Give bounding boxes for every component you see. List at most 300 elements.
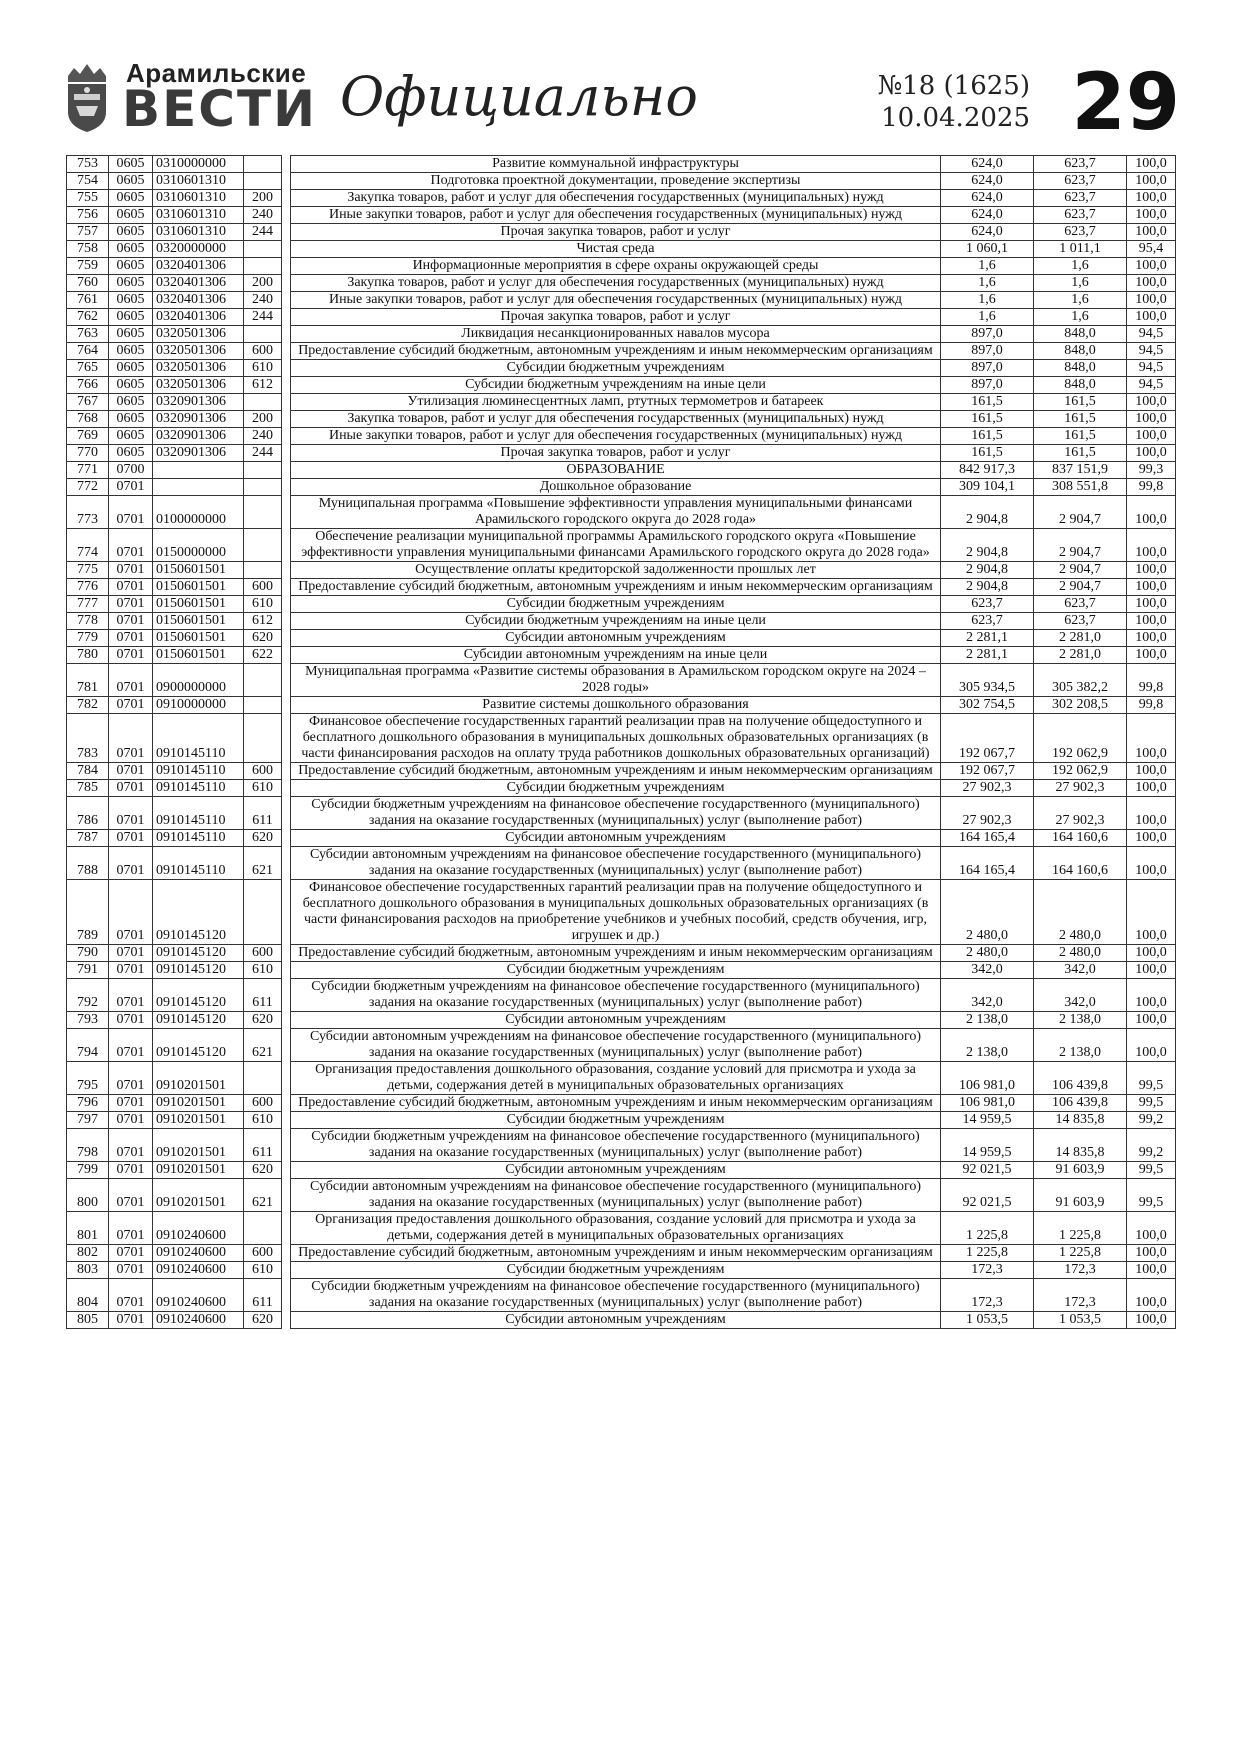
target-item-code: 0150601501 [153, 579, 244, 596]
actual-amount: 623,7 [1034, 596, 1127, 613]
page-header [0, 0, 1241, 155]
actual-amount: 1,6 [1034, 275, 1127, 292]
execution-percent: 100,0 [1127, 613, 1176, 630]
section-code: 0701 [109, 479, 153, 496]
item-name: Субсидии бюджетным учреждениям на финансовое обеспечение государственного (муниципального) задания на оказание государственных (муниципальных) услуг (выполнение работ) [291, 1279, 941, 1312]
target-item-code: 0320401306 [153, 292, 244, 309]
planned-amount: 302 754,5 [941, 697, 1034, 714]
execution-percent: 100,0 [1127, 309, 1176, 326]
planned-amount: 624,0 [941, 207, 1034, 224]
table-row [67, 343, 1176, 360]
section-code: 0605 [109, 445, 153, 462]
actual-amount: 161,5 [1034, 411, 1127, 428]
expense-type-code: 620 [244, 1012, 282, 1029]
section-code: 0605 [109, 292, 153, 309]
expense-type-code [244, 462, 282, 479]
actual-amount: 27 902,3 [1034, 797, 1127, 830]
target-item-code: 0910145120 [153, 945, 244, 962]
target-item-code: 0910201501 [153, 1162, 244, 1179]
expense-type-code: 600 [244, 579, 282, 596]
row-number: 780 [67, 647, 109, 664]
actual-amount: 1 225,8 [1034, 1212, 1127, 1245]
execution-percent: 100,0 [1127, 1312, 1176, 1329]
planned-amount: 897,0 [941, 343, 1034, 360]
column-gap [282, 714, 291, 763]
section-code: 0701 [109, 529, 153, 562]
execution-percent: 100,0 [1127, 847, 1176, 880]
item-name: Субсидии автономным учреждениям [291, 1162, 941, 1179]
item-name: Закупка товаров, работ и услуг для обеспечения государственных (муниципальных) нужд [291, 190, 941, 207]
row-number: 784 [67, 763, 109, 780]
section-code: 0701 [109, 1212, 153, 1245]
expense-type-code [244, 258, 282, 275]
column-gap [282, 763, 291, 780]
expense-type-code [244, 880, 282, 945]
issue-number: №18 (1625) [877, 71, 1030, 101]
item-name: Подготовка проектной документации, проведение экспертизы [291, 173, 941, 190]
actual-amount: 623,7 [1034, 190, 1127, 207]
planned-amount: 172,3 [941, 1262, 1034, 1279]
target-item-code [153, 462, 244, 479]
actual-amount: 848,0 [1034, 377, 1127, 394]
table-row [67, 224, 1176, 241]
section-code: 0701 [109, 1129, 153, 1162]
column-gap [282, 479, 291, 496]
actual-amount: 1 053,5 [1034, 1312, 1127, 1329]
execution-percent: 100,0 [1127, 1262, 1176, 1279]
execution-percent: 100,0 [1127, 647, 1176, 664]
expense-type-code: 244 [244, 224, 282, 241]
item-name: Иные закупки товаров, работ и услуг для обеспечения государственных (муниципальных) нужд [291, 292, 941, 309]
target-item-code: 0310601310 [153, 207, 244, 224]
actual-amount: 1,6 [1034, 309, 1127, 326]
table-row [67, 1245, 1176, 1262]
actual-amount: 848,0 [1034, 360, 1127, 377]
execution-percent: 100,0 [1127, 714, 1176, 763]
planned-amount: 897,0 [941, 326, 1034, 343]
planned-amount: 192 067,7 [941, 763, 1034, 780]
item-name: Предоставление субсидий бюджетным, автономным учреждениям и иным некоммерческим организациям [291, 343, 941, 360]
execution-percent: 100,0 [1127, 763, 1176, 780]
row-number: 772 [67, 479, 109, 496]
target-item-code: 0910145110 [153, 763, 244, 780]
planned-amount: 164 165,4 [941, 830, 1034, 847]
target-item-code: 0910240600 [153, 1279, 244, 1312]
target-item-code: 0150000000 [153, 529, 244, 562]
item-name: Предоставление субсидий бюджетным, автономным учреждениям и иным некоммерческим организациям [291, 945, 941, 962]
execution-percent: 100,0 [1127, 156, 1176, 173]
table-row [67, 579, 1176, 596]
planned-amount: 624,0 [941, 224, 1034, 241]
execution-percent: 100,0 [1127, 411, 1176, 428]
item-name: ОБРАЗОВАНИЕ [291, 462, 941, 479]
table-row [67, 1129, 1176, 1162]
item-name: Субсидии автономным учреждениям [291, 1012, 941, 1029]
actual-amount: 27 902,3 [1034, 780, 1127, 797]
expense-type-code [244, 562, 282, 579]
page-number: 29 [1071, 58, 1180, 148]
execution-percent: 99,8 [1127, 697, 1176, 714]
column-gap [282, 847, 291, 880]
expense-type-code: 240 [244, 207, 282, 224]
table-row [67, 1112, 1176, 1129]
target-item-code: 0910145110 [153, 830, 244, 847]
execution-percent: 100,0 [1127, 496, 1176, 529]
execution-percent: 100,0 [1127, 979, 1176, 1012]
execution-percent: 100,0 [1127, 190, 1176, 207]
column-gap [282, 241, 291, 258]
planned-amount: 2 480,0 [941, 945, 1034, 962]
item-name: Финансовое обеспечение государственных гарантий реализации прав на получение общедоступного и бесплатного дошкольного образования в муниципальных дошкольных образовательных организациях (в части финансирования расходов на приобретение учебников и учебных пособий, средств обучения, игр, игрушек и др.) [291, 880, 941, 945]
planned-amount: 161,5 [941, 428, 1034, 445]
expense-type-code: 244 [244, 309, 282, 326]
table-row [67, 1162, 1176, 1179]
row-number: 760 [67, 275, 109, 292]
newspaper-logo [64, 58, 317, 138]
execution-percent: 100,0 [1127, 529, 1176, 562]
expense-type-code: 612 [244, 377, 282, 394]
table-row [67, 613, 1176, 630]
expense-type-code: 610 [244, 962, 282, 979]
execution-percent: 99,2 [1127, 1112, 1176, 1129]
table-row [67, 830, 1176, 847]
item-name: Субсидии автономным учреждениям [291, 830, 941, 847]
execution-percent: 100,0 [1127, 224, 1176, 241]
table-row [67, 1312, 1176, 1329]
execution-percent: 100,0 [1127, 445, 1176, 462]
row-number: 800 [67, 1179, 109, 1212]
row-number: 773 [67, 496, 109, 529]
table-row [67, 377, 1176, 394]
target-item-code: 0150601501 [153, 647, 244, 664]
planned-amount: 27 902,3 [941, 797, 1034, 830]
section-code: 0605 [109, 224, 153, 241]
actual-amount: 2 281,0 [1034, 630, 1127, 647]
column-gap [282, 1179, 291, 1212]
row-number: 771 [67, 462, 109, 479]
section-code: 0605 [109, 241, 153, 258]
expense-type-code: 610 [244, 1262, 282, 1279]
row-number: 799 [67, 1162, 109, 1179]
row-number: 792 [67, 979, 109, 1012]
execution-percent: 99,2 [1127, 1129, 1176, 1162]
actual-amount: 161,5 [1034, 428, 1127, 445]
row-number: 791 [67, 962, 109, 979]
target-item-code: 0910240600 [153, 1262, 244, 1279]
planned-amount: 2 281,1 [941, 630, 1034, 647]
table-row [67, 462, 1176, 479]
execution-percent: 99,5 [1127, 1162, 1176, 1179]
column-gap [282, 1062, 291, 1095]
planned-amount: 2 138,0 [941, 1029, 1034, 1062]
section-code: 0701 [109, 596, 153, 613]
table-row [67, 1179, 1176, 1212]
section-code: 0605 [109, 326, 153, 343]
row-number: 779 [67, 630, 109, 647]
actual-amount: 164 160,6 [1034, 847, 1127, 880]
table-row [67, 1012, 1176, 1029]
budget-table-body [67, 156, 1176, 1329]
actual-amount: 2 904,7 [1034, 496, 1127, 529]
item-name: Прочая закупка товаров, работ и услуг [291, 224, 941, 241]
column-gap [282, 156, 291, 173]
actual-amount: 2 480,0 [1034, 945, 1127, 962]
item-name: Субсидии бюджетным учреждениям на финансовое обеспечение государственного (муниципального) задания на оказание государственных (муниципальных) услуг (выполнение работ) [291, 979, 941, 1012]
execution-percent: 95,4 [1127, 241, 1176, 258]
section-code: 0605 [109, 428, 153, 445]
target-item-code: 0320901306 [153, 428, 244, 445]
column-gap [282, 1279, 291, 1312]
target-item-code: 0910145110 [153, 780, 244, 797]
execution-percent: 100,0 [1127, 880, 1176, 945]
column-gap [282, 207, 291, 224]
column-gap [282, 292, 291, 309]
section-code: 0605 [109, 411, 153, 428]
row-number: 801 [67, 1212, 109, 1245]
section-code: 0605 [109, 360, 153, 377]
column-gap [282, 309, 291, 326]
row-number: 774 [67, 529, 109, 562]
actual-amount: 192 062,9 [1034, 714, 1127, 763]
target-item-code: 0150601501 [153, 562, 244, 579]
row-number: 782 [67, 697, 109, 714]
table-row [67, 1262, 1176, 1279]
expense-type-code: 621 [244, 1029, 282, 1062]
section-code: 0605 [109, 156, 153, 173]
execution-percent: 100,0 [1127, 1012, 1176, 1029]
column-gap [282, 411, 291, 428]
column-gap [282, 797, 291, 830]
target-item-code: 0910145110 [153, 847, 244, 880]
execution-percent: 94,5 [1127, 343, 1176, 360]
section-code: 0701 [109, 763, 153, 780]
table-row [67, 1212, 1176, 1245]
row-number: 787 [67, 830, 109, 847]
column-gap [282, 596, 291, 613]
city-crest-icon [64, 60, 110, 134]
target-item-code: 0320901306 [153, 411, 244, 428]
table-row [67, 292, 1176, 309]
column-gap [282, 780, 291, 797]
section-code: 0605 [109, 343, 153, 360]
expense-type-code: 200 [244, 190, 282, 207]
item-name: Предоставление субсидий бюджетным, автономным учреждениям и иным некоммерческим организациям [291, 763, 941, 780]
expense-type-code [244, 496, 282, 529]
target-item-code: 0150601501 [153, 630, 244, 647]
table-row [67, 275, 1176, 292]
execution-percent: 100,0 [1127, 797, 1176, 830]
target-item-code: 0910201501 [153, 1112, 244, 1129]
actual-amount: 14 835,8 [1034, 1112, 1127, 1129]
item-name: Предоставление субсидий бюджетным, автономным учреждениям и иным некоммерческим организациям [291, 579, 941, 596]
actual-amount: 106 439,8 [1034, 1095, 1127, 1112]
section-code: 0701 [109, 962, 153, 979]
expense-type-code: 620 [244, 1162, 282, 1179]
actual-amount: 2 904,7 [1034, 529, 1127, 562]
expense-type-code [244, 714, 282, 763]
actual-amount: 2 138,0 [1034, 1012, 1127, 1029]
row-number: 755 [67, 190, 109, 207]
table-row [67, 411, 1176, 428]
actual-amount: 2 281,0 [1034, 647, 1127, 664]
section-code: 0605 [109, 309, 153, 326]
expense-type-code: 610 [244, 780, 282, 797]
actual-amount: 14 835,8 [1034, 1129, 1127, 1162]
actual-amount: 2 904,7 [1034, 562, 1127, 579]
expense-type-code: 610 [244, 360, 282, 377]
section-code: 0701 [109, 613, 153, 630]
item-name: Утилизация люминесцентных ламп, ртутных термометров и батареек [291, 394, 941, 411]
section-code: 0701 [109, 1312, 153, 1329]
execution-percent: 100,0 [1127, 596, 1176, 613]
actual-amount: 106 439,8 [1034, 1062, 1127, 1095]
table-row [67, 797, 1176, 830]
actual-amount: 91 603,9 [1034, 1162, 1127, 1179]
item-name: Муниципальная программа «Повышение эффективности управления муниципальными финансами Арамильского городского округа до 2028 года» [291, 496, 941, 529]
column-gap [282, 630, 291, 647]
item-name: Субсидии бюджетным учреждениям [291, 596, 941, 613]
item-name: Субсидии бюджетным учреждениям на иные цели [291, 377, 941, 394]
column-gap [282, 343, 291, 360]
row-number: 761 [67, 292, 109, 309]
planned-amount: 14 959,5 [941, 1112, 1034, 1129]
actual-amount: 837 151,9 [1034, 462, 1127, 479]
table-row [67, 945, 1176, 962]
actual-amount: 2 904,7 [1034, 579, 1127, 596]
expense-type-code [244, 664, 282, 697]
item-name: Субсидии бюджетным учреждениям на финансовое обеспечение государственного (муниципального) задания на оказание государственных (муниципальных) услуг (выполнение работ) [291, 1129, 941, 1162]
section-code: 0701 [109, 797, 153, 830]
expense-type-code: 600 [244, 1245, 282, 1262]
planned-amount: 2 281,1 [941, 647, 1034, 664]
brand-top: Арамильские [126, 58, 307, 88]
target-item-code: 0320501306 [153, 343, 244, 360]
section-code: 0701 [109, 1012, 153, 1029]
expense-type-code: 611 [244, 979, 282, 1012]
table-row [67, 1062, 1176, 1095]
issue-info [870, 70, 1030, 134]
planned-amount: 2 480,0 [941, 880, 1034, 945]
column-gap [282, 275, 291, 292]
expense-type-code: 240 [244, 428, 282, 445]
section-code: 0701 [109, 830, 153, 847]
expense-type-code: 620 [244, 630, 282, 647]
actual-amount: 342,0 [1034, 962, 1127, 979]
expense-type-code: 200 [244, 411, 282, 428]
section-code: 0701 [109, 780, 153, 797]
item-name: Дошкольное образование [291, 479, 941, 496]
item-name: Иные закупки товаров, работ и услуг для обеспечения государственных (муниципальных) нужд [291, 207, 941, 224]
execution-percent: 100,0 [1127, 630, 1176, 647]
item-name: Закупка товаров, работ и услуг для обеспечения государственных (муниципальных) нужд [291, 411, 941, 428]
planned-amount: 897,0 [941, 360, 1034, 377]
section-code: 0701 [109, 1062, 153, 1095]
target-item-code: 0310601310 [153, 173, 244, 190]
actual-amount: 305 382,2 [1034, 664, 1127, 697]
column-gap [282, 360, 291, 377]
table-row [67, 714, 1176, 763]
section-code: 0701 [109, 579, 153, 596]
item-name: Субсидии автономным учреждениям [291, 630, 941, 647]
table-row [67, 1095, 1176, 1112]
row-number: 790 [67, 945, 109, 962]
planned-amount: 2 904,8 [941, 496, 1034, 529]
item-name: Предоставление субсидий бюджетным, автономным учреждениям и иным некоммерческим организациям [291, 1095, 941, 1112]
item-name: Предоставление субсидий бюджетным, автономным учреждениям и иным некоммерческим организациям [291, 1245, 941, 1262]
expense-type-code: 612 [244, 613, 282, 630]
section-title: Официально [340, 65, 698, 128]
target-item-code: 0910145120 [153, 1029, 244, 1062]
budget-table [66, 155, 1176, 1329]
row-number: 786 [67, 797, 109, 830]
section-code: 0700 [109, 462, 153, 479]
column-gap [282, 1012, 291, 1029]
row-number: 759 [67, 258, 109, 275]
table-row [67, 647, 1176, 664]
planned-amount: 161,5 [941, 411, 1034, 428]
column-gap [282, 647, 291, 664]
row-number: 769 [67, 428, 109, 445]
section-code: 0701 [109, 945, 153, 962]
column-gap [282, 258, 291, 275]
row-number: 777 [67, 596, 109, 613]
column-gap [282, 173, 291, 190]
column-gap [282, 428, 291, 445]
section-code: 0701 [109, 1029, 153, 1062]
table-row [67, 962, 1176, 979]
section-code: 0605 [109, 190, 153, 207]
section-code: 0701 [109, 1162, 153, 1179]
planned-amount: 2 904,8 [941, 529, 1034, 562]
target-item-code: 0320401306 [153, 258, 244, 275]
expense-type-code: 200 [244, 275, 282, 292]
execution-percent: 100,0 [1127, 1212, 1176, 1245]
item-name: Субсидии автономным учреждениям на финансовое обеспечение государственного (муниципального) задания на оказание государственных (муниципальных) услуг (выполнение работ) [291, 847, 941, 880]
row-number: 798 [67, 1129, 109, 1162]
target-item-code: 0320000000 [153, 241, 244, 258]
row-number: 776 [67, 579, 109, 596]
execution-percent: 100,0 [1127, 1245, 1176, 1262]
row-number: 763 [67, 326, 109, 343]
expense-type-code: 621 [244, 847, 282, 880]
column-gap [282, 579, 291, 596]
section-code: 0701 [109, 714, 153, 763]
execution-percent: 99,5 [1127, 1062, 1176, 1095]
table-row [67, 479, 1176, 496]
planned-amount: 1 225,8 [941, 1212, 1034, 1245]
table-row [67, 780, 1176, 797]
column-gap [282, 880, 291, 945]
planned-amount: 172,3 [941, 1279, 1034, 1312]
expense-type-code: 620 [244, 1312, 282, 1329]
column-gap [282, 1112, 291, 1129]
item-name: Субсидии бюджетным учреждениям [291, 360, 941, 377]
expense-type-code [244, 1062, 282, 1095]
table-row [67, 664, 1176, 697]
section-code: 0701 [109, 496, 153, 529]
target-item-code: 0320401306 [153, 275, 244, 292]
expense-type-code: 621 [244, 1179, 282, 1212]
execution-percent: 94,5 [1127, 360, 1176, 377]
table-row [67, 596, 1176, 613]
actual-amount: 342,0 [1034, 979, 1127, 1012]
execution-percent: 100,0 [1127, 1029, 1176, 1062]
table-row [67, 156, 1176, 173]
section-code: 0701 [109, 647, 153, 664]
expense-type-code: 240 [244, 292, 282, 309]
expense-type-code: 600 [244, 343, 282, 360]
item-name: Прочая закупка товаров, работ и услуг [291, 309, 941, 326]
